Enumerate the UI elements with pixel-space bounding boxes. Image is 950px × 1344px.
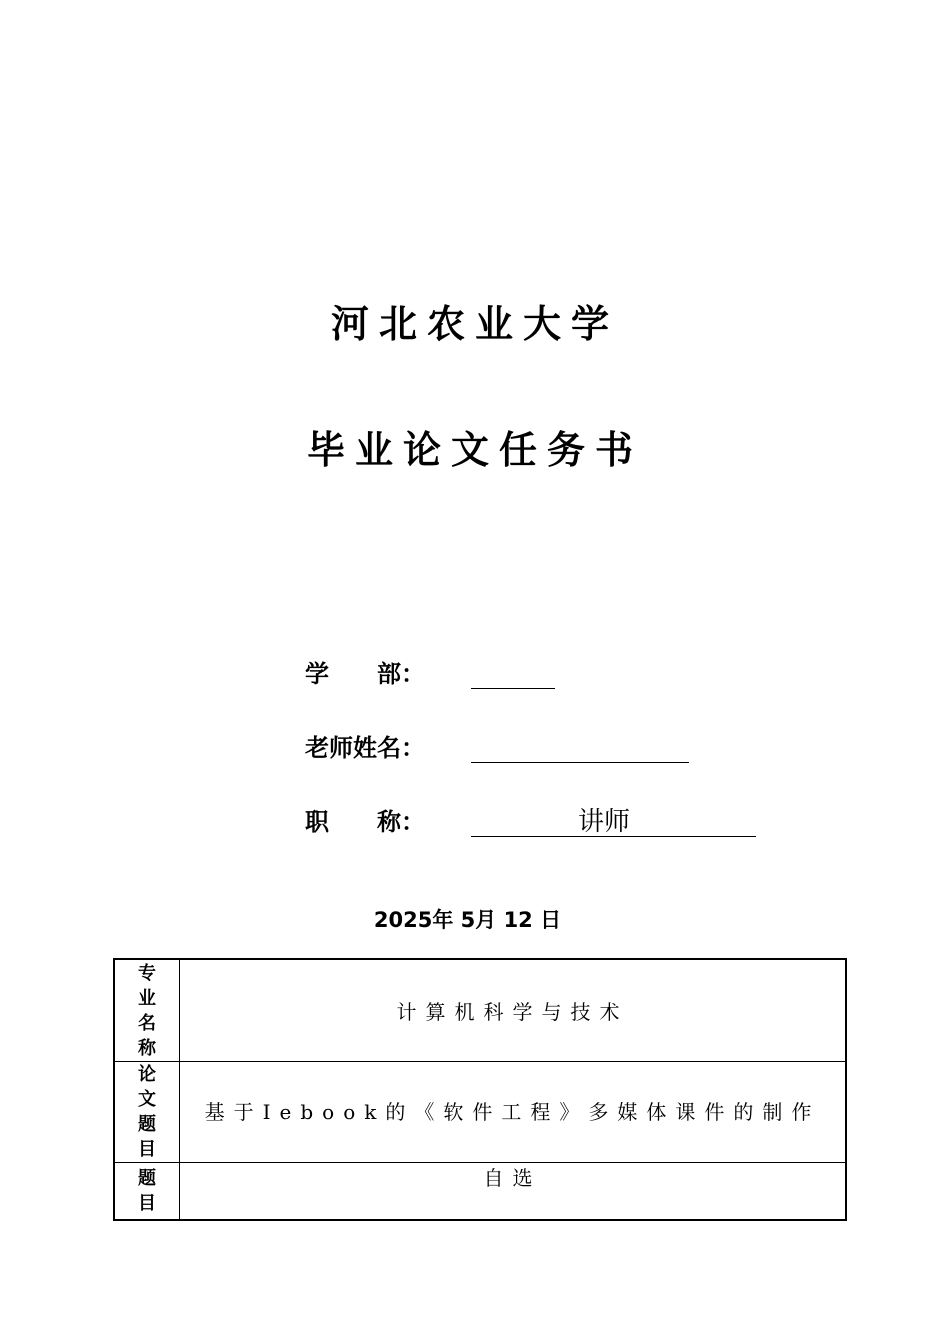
- document-title: 毕业论文任务书: [306, 428, 643, 472]
- title-label: 职 称：: [305, 808, 425, 836]
- row-value-thesis: 基于Iebook的《软件工程》多媒体课件的制作: [180, 1062, 847, 1163]
- row-header-topic: [114, 1163, 180, 1221]
- teacher-label: 老师姓名：: [305, 734, 425, 762]
- row-header-topic-text: 题目: [138, 1168, 156, 1214]
- row-header-major-text: 专业名称: [138, 962, 156, 1059]
- department-label: 学 部：: [305, 660, 425, 688]
- row-header-major: [114, 959, 180, 1062]
- row-value-topic: 自选: [180, 1163, 847, 1221]
- department-underline: [471, 688, 555, 689]
- table-row: [114, 1062, 846, 1163]
- row-header-thesis-text: 论文题目: [138, 1064, 156, 1160]
- table-row: [114, 1163, 846, 1221]
- task-info-table: [113, 958, 847, 1221]
- document-date: 2025年 5月 12 日: [373, 908, 562, 932]
- title-value: 讲师: [577, 807, 630, 837]
- row-header-thesis: [114, 1062, 180, 1163]
- teacher-underline: [471, 762, 689, 763]
- row-value-major: 计算机科学与技术: [180, 959, 847, 1062]
- university-name: 河北农业大学: [330, 302, 619, 346]
- table-row: [114, 959, 846, 1062]
